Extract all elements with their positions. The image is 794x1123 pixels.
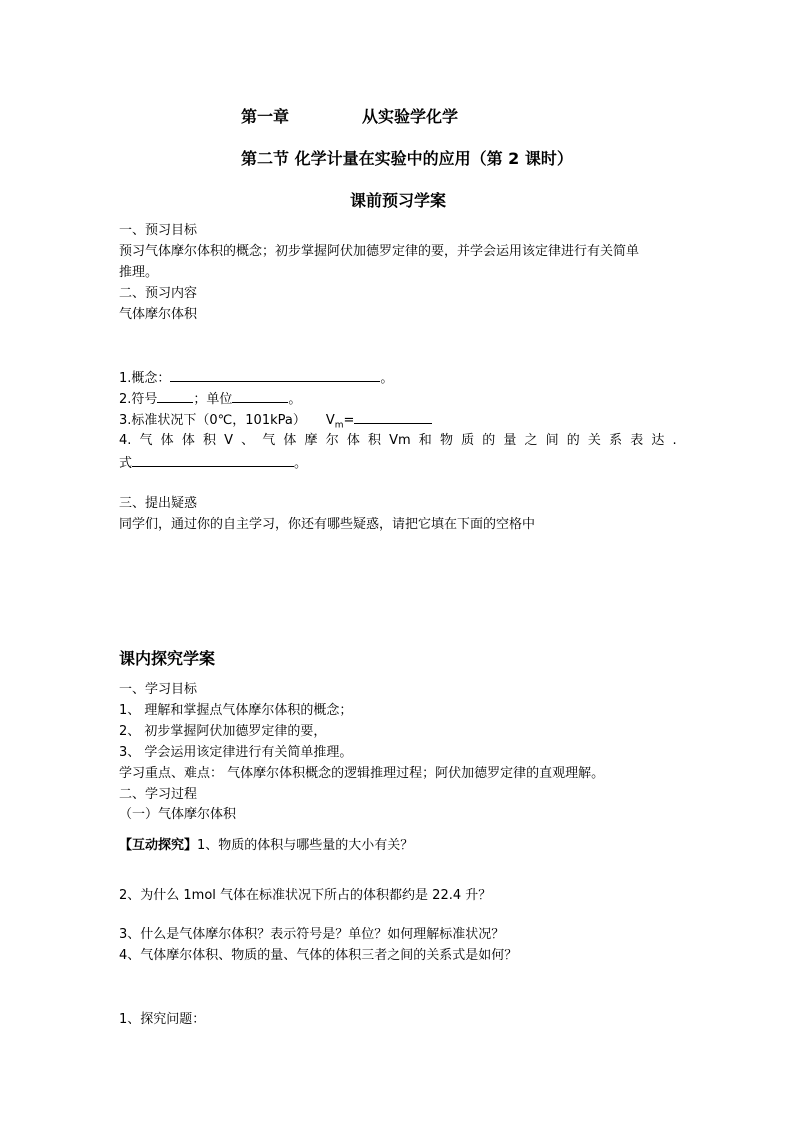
q4-char: 物: [439, 433, 453, 448]
explore-question-1: [119, 836, 413, 856]
inclass-goal-3: 3、 学会运用该定律进行有关简单推理。: [119, 745, 353, 760]
q4-char: 积: [202, 433, 216, 448]
question-2-end: 。: [288, 392, 302, 407]
question-4-line1: [119, 431, 677, 451]
preview-content-topic: 气体摩尔体积: [119, 307, 198, 322]
question-1-label: 1.概念：: [119, 371, 171, 386]
q4-char: 之: [524, 433, 538, 448]
q4-char: 系: [609, 433, 623, 448]
question-4-end: 。: [294, 456, 308, 471]
q4-char: 体: [346, 433, 360, 448]
question-1-end: 。: [380, 371, 394, 386]
q4-char: 尔: [325, 433, 339, 448]
q4-char: 4.: [119, 433, 132, 448]
q4-char: 关: [587, 433, 601, 448]
explore-question-4: 4、气体摩尔体积、物质的量、气体的体积三者之间的关系式是如何？: [119, 948, 518, 963]
q4-char: 达: [651, 433, 665, 448]
chapter-number: 第一章: [241, 107, 290, 126]
question-1-blank[interactable]: [170, 367, 380, 382]
q4-char: 、: [241, 433, 255, 448]
preview-content-heading: 二、预习内容: [119, 286, 198, 301]
q4-char: 的: [566, 433, 580, 448]
inclass-goal-1: 1、 理解和掌握点气体摩尔体积的概念；: [119, 703, 353, 718]
question-2-mid: ；单位: [193, 392, 233, 407]
q4-char: 摩: [304, 433, 318, 448]
q4-char: 体: [160, 433, 174, 448]
question-3-vm-sub: m: [334, 420, 344, 431]
preview-goal-line2: 推理。: [119, 265, 159, 280]
question-3-blank[interactable]: [354, 409, 432, 424]
chapter-title: 从实验学化学: [362, 107, 459, 126]
question-2-symbol-blank[interactable]: [157, 388, 193, 403]
doubt-text: 同学们，通过你的自主学习，你还有哪些疑惑，请把它填在下面的空格中: [119, 517, 536, 532]
question-2-unit-blank[interactable]: [232, 388, 288, 403]
q4-char: 体: [283, 433, 297, 448]
q4-char: Vm: [389, 433, 411, 448]
inclass-title: 课内探究学案: [119, 649, 216, 668]
explore-question-3: 3、什么是气体摩尔体积？表示符号是？单位？如何理解标准状况？: [119, 927, 505, 942]
question-3-eq: =: [343, 413, 355, 428]
q4-char: 间: [545, 433, 559, 448]
question-3-vm: V: [325, 413, 335, 428]
question-2-label: 2.符号: [119, 392, 158, 407]
doubt-heading: 三、提出疑惑: [119, 496, 198, 511]
q4-char: 体: [181, 433, 195, 448]
q4-char: 的: [482, 433, 496, 448]
explore-q1-text: 1、物质的体积与哪些量的大小有关？: [197, 838, 414, 853]
q4-char: 气: [262, 433, 276, 448]
q4-char: 气: [139, 433, 153, 448]
q4-char: V: [224, 433, 233, 448]
question-4-label: 式: [119, 456, 133, 471]
q4-char: .: [672, 433, 677, 448]
section-title: 第二节 化学计量在实验中的应用（第 2 课时）: [241, 149, 573, 168]
question-1: [119, 367, 393, 389]
q4-char: 表: [630, 433, 644, 448]
question-3-label: 3.标准状况下（0℃，101kPa）: [119, 413, 306, 428]
pre-class-title: 课前预习学案: [350, 191, 447, 210]
inquiry-heading: 1、探究问题：: [119, 1012, 206, 1027]
part-1-heading: （一）气体摩尔体积: [119, 807, 237, 822]
preview-goal-line1: 预习气体摩尔体积的概念；初步掌握阿伏加德罗定律的要，并学会运用该定律进行有关简单: [119, 244, 640, 259]
process-heading: 二、学习过程: [119, 787, 198, 802]
question-2: [119, 388, 301, 410]
question-4-blank[interactable]: [132, 452, 294, 467]
q4-char: 量: [503, 433, 517, 448]
q4-char: 积: [367, 433, 381, 448]
preview-goal-heading: 一、预习目标: [119, 223, 198, 238]
q4-char: 和: [418, 433, 432, 448]
explore-tag: 【互动探究】: [119, 838, 198, 853]
inclass-goal-heading: 一、学习目标: [119, 682, 198, 697]
question-4-line2: [119, 452, 307, 474]
key-points: 学习重点、难点： 气体摩尔体积概念的逻辑推理过程；阿伏加德罗定律的直观理解。: [119, 766, 605, 781]
explore-question-2: 2、为什么 1mol 气体在标准状况下所占的体积都约是 22.4 升？: [119, 888, 492, 903]
inclass-goal-2: 2、 初步掌握阿伏加德罗定律的要，: [119, 724, 327, 739]
q4-char: 质: [461, 433, 475, 448]
